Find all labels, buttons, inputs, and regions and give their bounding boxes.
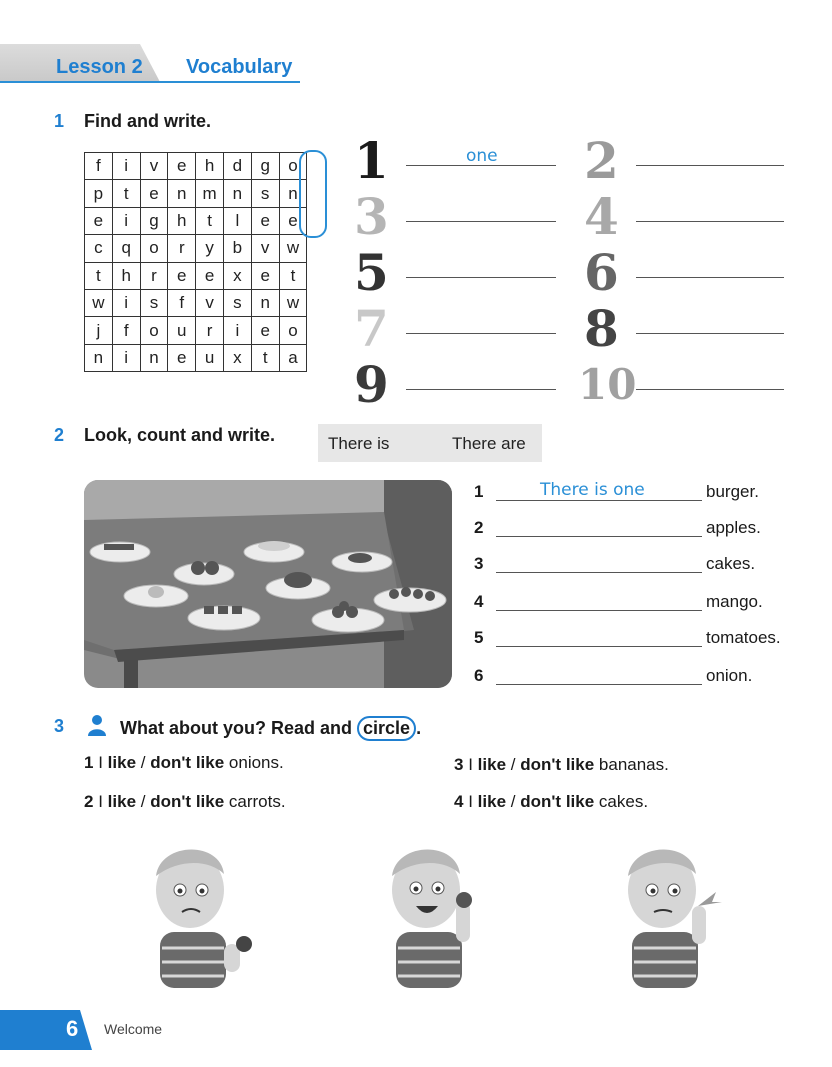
grid-cell[interactable]: w	[279, 289, 307, 316]
sentence-3-number: 3	[474, 554, 484, 573]
grid-cell[interactable]: x	[223, 344, 251, 371]
grid-row	[85, 153, 307, 180]
sentence-5-line[interactable]	[496, 646, 702, 647]
grid-cell[interactable]: w	[279, 235, 307, 262]
food-word: bananas.	[598, 755, 669, 774]
sentence-4-number: 4	[474, 592, 484, 611]
grid-cell[interactable]: n	[223, 180, 251, 207]
numeral-3: 3	[354, 187, 389, 246]
sentence-1-number: 1	[474, 482, 484, 501]
grid-cell[interactable]: e	[251, 317, 279, 344]
grid-cell[interactable]: f	[112, 317, 140, 344]
grid-cell[interactable]: r	[196, 317, 224, 344]
grid-cell[interactable]: n	[251, 289, 279, 316]
grid-cell[interactable]: i	[112, 289, 140, 316]
write-line-8[interactable]	[636, 333, 784, 334]
exercise-3-title-text: What about you? Read and	[120, 718, 352, 738]
grid-cell[interactable]: m	[196, 180, 224, 207]
grid-cell[interactable]: v	[196, 289, 224, 316]
section-title: Vocabulary	[186, 56, 293, 78]
grid-cell[interactable]: e	[168, 344, 196, 371]
write-line-3[interactable]	[406, 221, 556, 222]
sentence-5-end: tomatoes.	[706, 628, 781, 647]
write-line-9[interactable]	[406, 389, 556, 390]
footer-unit-label: Welcome	[104, 1021, 163, 1037]
grid-cell[interactable]: h	[196, 153, 224, 180]
grid-cell[interactable]: e	[251, 207, 279, 234]
title-period: .	[416, 718, 422, 738]
grid-cell[interactable]: i	[112, 153, 140, 180]
grid-cell[interactable]: e	[279, 207, 307, 234]
grid-cell[interactable]: o	[140, 317, 168, 344]
write-line-7[interactable]	[406, 333, 556, 334]
item-number: 4	[454, 792, 464, 811]
exercise-1-title: Find and write.	[84, 111, 212, 131]
boy-smiling-illustration	[376, 836, 496, 988]
sentence-4-line[interactable]	[496, 610, 702, 611]
sentence-2-number: 2	[474, 518, 484, 537]
pronoun: I	[98, 753, 103, 772]
grid-cell[interactable]: s	[140, 289, 168, 316]
sentence-2-end: apples.	[706, 518, 761, 537]
grid-row	[85, 317, 307, 344]
grid-cell[interactable]: t	[279, 262, 307, 289]
grid-cell[interactable]: e	[251, 262, 279, 289]
numeral-1: 1	[354, 131, 389, 190]
grid-cell[interactable]: p	[85, 180, 113, 207]
grid-cell[interactable]: g	[251, 153, 279, 180]
numeral-9: 9	[354, 355, 389, 414]
grid-cell[interactable]: n	[140, 344, 168, 371]
grid-cell[interactable]: f	[85, 153, 113, 180]
grid-cell[interactable]: v	[140, 153, 168, 180]
item-number: 2	[84, 792, 94, 811]
numeral-4: 4	[584, 187, 619, 246]
word-option: There is	[328, 434, 390, 453]
numeral-6: 6	[584, 243, 619, 302]
like-option: like	[477, 792, 507, 811]
pronoun: I	[98, 792, 103, 811]
page-number: 6	[66, 1016, 79, 1041]
sentence-1-end: burger.	[706, 482, 759, 501]
food-word: cakes.	[598, 792, 649, 811]
grid-cell[interactable]: s	[223, 289, 251, 316]
grid-cell[interactable]: u	[196, 344, 224, 371]
sentence-6-line[interactable]	[496, 684, 702, 685]
separator: /	[510, 792, 516, 811]
table-food-illustration	[84, 480, 452, 688]
like-option: like	[107, 753, 137, 772]
boy-worried-illustration	[612, 836, 732, 988]
grid-cell[interactable]: t	[85, 262, 113, 289]
dont-like-option: don't like	[150, 753, 225, 772]
grid-cell[interactable]: c	[85, 235, 113, 262]
grid-cell[interactable]: r	[168, 235, 196, 262]
like-statement-3[interactable]	[454, 755, 669, 775]
exercise-3-title	[120, 716, 421, 741]
grid-cell[interactable]: o	[140, 235, 168, 262]
item-number: 1	[84, 753, 94, 772]
dont-like-option: don't like	[150, 792, 225, 811]
grid-row	[85, 235, 307, 262]
grid-cell[interactable]: e	[196, 262, 224, 289]
grid-cell[interactable]: t	[251, 344, 279, 371]
exercise-1-number: 1	[54, 111, 65, 131]
answer-1: one	[466, 146, 498, 166]
grid-cell[interactable]: i	[112, 344, 140, 371]
numeral-10: 10	[578, 360, 637, 409]
grid-cell[interactable]: e	[168, 153, 196, 180]
grid-cell[interactable]: o	[279, 317, 307, 344]
sentence-2-line[interactable]	[496, 536, 702, 537]
dont-like-option: don't like	[520, 755, 595, 774]
grid-cell[interactable]: u	[168, 317, 196, 344]
food-word: carrots.	[228, 792, 286, 811]
exercise-2-number: 2	[54, 425, 65, 445]
grid-row	[85, 344, 307, 371]
grid-cell[interactable]: b	[223, 235, 251, 262]
like-statement-4[interactable]	[454, 792, 648, 812]
write-line-6[interactable]	[636, 277, 784, 278]
grid-cell[interactable]: w	[85, 289, 113, 316]
exercise-2-title: Look, count and write.	[84, 425, 276, 445]
food-word: onions.	[228, 753, 284, 772]
sentence-5-number: 5	[474, 628, 484, 647]
grid-cell[interactable]: f	[168, 289, 196, 316]
sentence-6-end: onion.	[706, 666, 753, 685]
word-box	[318, 424, 542, 462]
separator: /	[140, 753, 146, 772]
numeral-5: 5	[354, 243, 389, 302]
like-statement-2[interactable]	[84, 792, 286, 812]
write-line-4[interactable]	[636, 221, 784, 222]
grid-cell[interactable]: s	[251, 180, 279, 207]
grid-cell[interactable]: t	[112, 180, 140, 207]
sentence-4-end: mango.	[706, 592, 763, 611]
grid-row	[85, 207, 307, 234]
sentence-3-line[interactable]	[496, 572, 702, 573]
write-line-10[interactable]	[636, 389, 784, 390]
example-circle-mark	[299, 150, 327, 238]
numeral-7: 7	[354, 299, 389, 358]
write-line-2[interactable]	[636, 165, 784, 166]
grid-cell[interactable]: e	[140, 180, 168, 207]
write-line-5[interactable]	[406, 277, 556, 278]
sentence-1-line[interactable]	[496, 500, 702, 501]
numeral-2: 2	[584, 131, 619, 190]
grid-cell[interactable]: y	[196, 235, 224, 262]
boy-frowning-illustration	[140, 836, 260, 988]
person-icon	[86, 714, 108, 736]
header-rule	[0, 81, 300, 83]
pronoun: I	[468, 792, 473, 811]
grid-row	[85, 180, 307, 207]
grid-cell[interactable]: n	[168, 180, 196, 207]
grid-cell[interactable]: x	[223, 262, 251, 289]
lesson-label: Lesson 2	[56, 56, 143, 78]
grid-row	[85, 289, 307, 316]
like-option: like	[107, 792, 137, 811]
grid-cell[interactable]: n	[85, 344, 113, 371]
dont-like-option: don't like	[520, 792, 595, 811]
grid-row	[85, 262, 307, 289]
word-option: There are	[452, 434, 526, 453]
grid-cell[interactable]: g	[140, 207, 168, 234]
grid-cell[interactable]: h	[112, 262, 140, 289]
grid-cell[interactable]: l	[223, 207, 251, 234]
grid-cell[interactable]: e	[85, 207, 113, 234]
word-search-grid[interactable]	[84, 152, 307, 372]
exercise-3-number: 3	[54, 716, 65, 736]
like-option: like	[477, 755, 507, 774]
pronoun: I	[468, 755, 473, 774]
separator: /	[510, 755, 516, 774]
sentence-6-number: 6	[474, 666, 484, 685]
grid-cell[interactable]: i	[223, 317, 251, 344]
grid-cell[interactable]: q	[112, 235, 140, 262]
grid-cell[interactable]: n	[279, 180, 307, 207]
grid-cell[interactable]: t	[196, 207, 224, 234]
grid-cell[interactable]: v	[251, 235, 279, 262]
separator: /	[140, 792, 146, 811]
grid-cell[interactable]: r	[140, 262, 168, 289]
grid-cell[interactable]: d	[223, 153, 251, 180]
item-number: 3	[454, 755, 464, 774]
grid-cell[interactable]: h	[168, 207, 196, 234]
grid-cell[interactable]: a	[279, 344, 307, 371]
like-statement-1[interactable]	[84, 753, 284, 773]
sentence-1-answer: There is one	[540, 480, 645, 500]
circle-word: circle	[357, 716, 416, 741]
grid-cell[interactable]: o	[279, 153, 307, 180]
grid-cell[interactable]: i	[112, 207, 140, 234]
grid-cell[interactable]: j	[85, 317, 113, 344]
food-table-image	[84, 480, 452, 688]
sentence-3-end: cakes.	[706, 554, 756, 573]
numeral-8: 8	[584, 299, 619, 358]
grid-cell[interactable]: e	[168, 262, 196, 289]
